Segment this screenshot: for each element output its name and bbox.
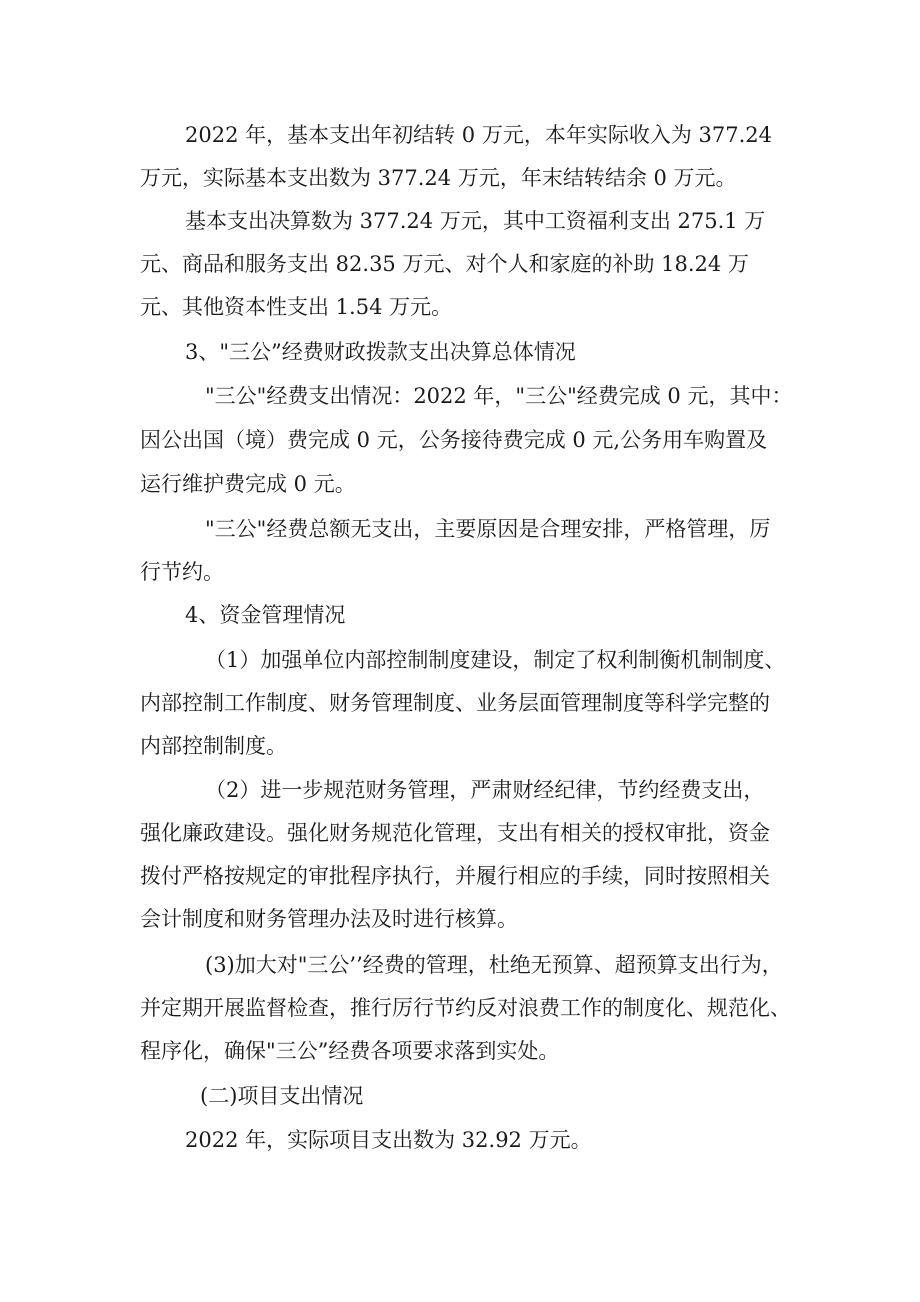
text-line: （2）进一步规范财务管理，严肃财经纪律，节约经费支出，: [205, 778, 765, 802]
text-line: 元、商品和服务支出 82.35 万元、对个人和家庭的补助 18.24 万: [140, 252, 749, 276]
text-line: 因公出国（境）费完成 0 元，公务接待费完成 0 元,公务用车购置及: [140, 428, 768, 452]
section-heading: 4、资金管理情况: [185, 603, 346, 627]
text-line: 元、其他资本性支出 1.54 万元。: [140, 295, 453, 319]
text-line: 基本支出决算数为 377.24 万元，其中工资福利支出 275.1 万: [185, 209, 766, 233]
text-line: (3)加大对"三公’’经费的管理，杜绝无预算、超预算支出行为，: [205, 953, 783, 977]
section-heading: (二)项目支出情况: [200, 1084, 364, 1108]
text-line: "三公"经费总额无支出，主要原因是合理安排，严格管理，厉: [205, 517, 771, 541]
text-line: 万元，实际基本支出数为 377.24 万元，年末结转结余 0 万元。: [140, 166, 737, 190]
text-line: "三公"经费支出情况：2022 年，"三公"经费完成 0 元，其中：: [205, 384, 793, 408]
text-line: 拨付严格按规定的审批程序执行，并履行相应的手续，同时按照相关: [140, 864, 770, 888]
text-line: 2022 年，实际项目支出数为 32.92 万元。: [185, 1128, 592, 1152]
text-line: 并定期开展监督检查，推行厉行节约反对浪费工作的制度化、规范化、: [140, 996, 791, 1020]
text-line: 2022 年，基本支出年初结转 0 万元，本年实际收入为 377.24: [185, 123, 772, 147]
text-line: 强化廉政建设。强化财务规范化管理，支出有相关的授权审批，资金: [140, 821, 770, 845]
text-line: 内部控制工作制度、财务管理制度、业务层面管理制度等科学完整的: [140, 691, 770, 715]
section-heading: 3、"三公”经费财政拨款支出决算总体情况: [185, 340, 576, 364]
text-line: 程序化，确保"三公”经费各项要求落到实处。: [140, 1039, 560, 1063]
text-line: 内部控制制度。: [140, 734, 287, 758]
text-line: （1）加强单位内部控制制度建设，制定了权利制衡机制制度、: [205, 648, 786, 672]
text-line: 行节约。: [140, 560, 224, 584]
text-line: 运行维护费完成 0 元。: [140, 472, 356, 496]
text-line: 会计制度和财务管理办法及时进行核算。: [140, 907, 518, 931]
